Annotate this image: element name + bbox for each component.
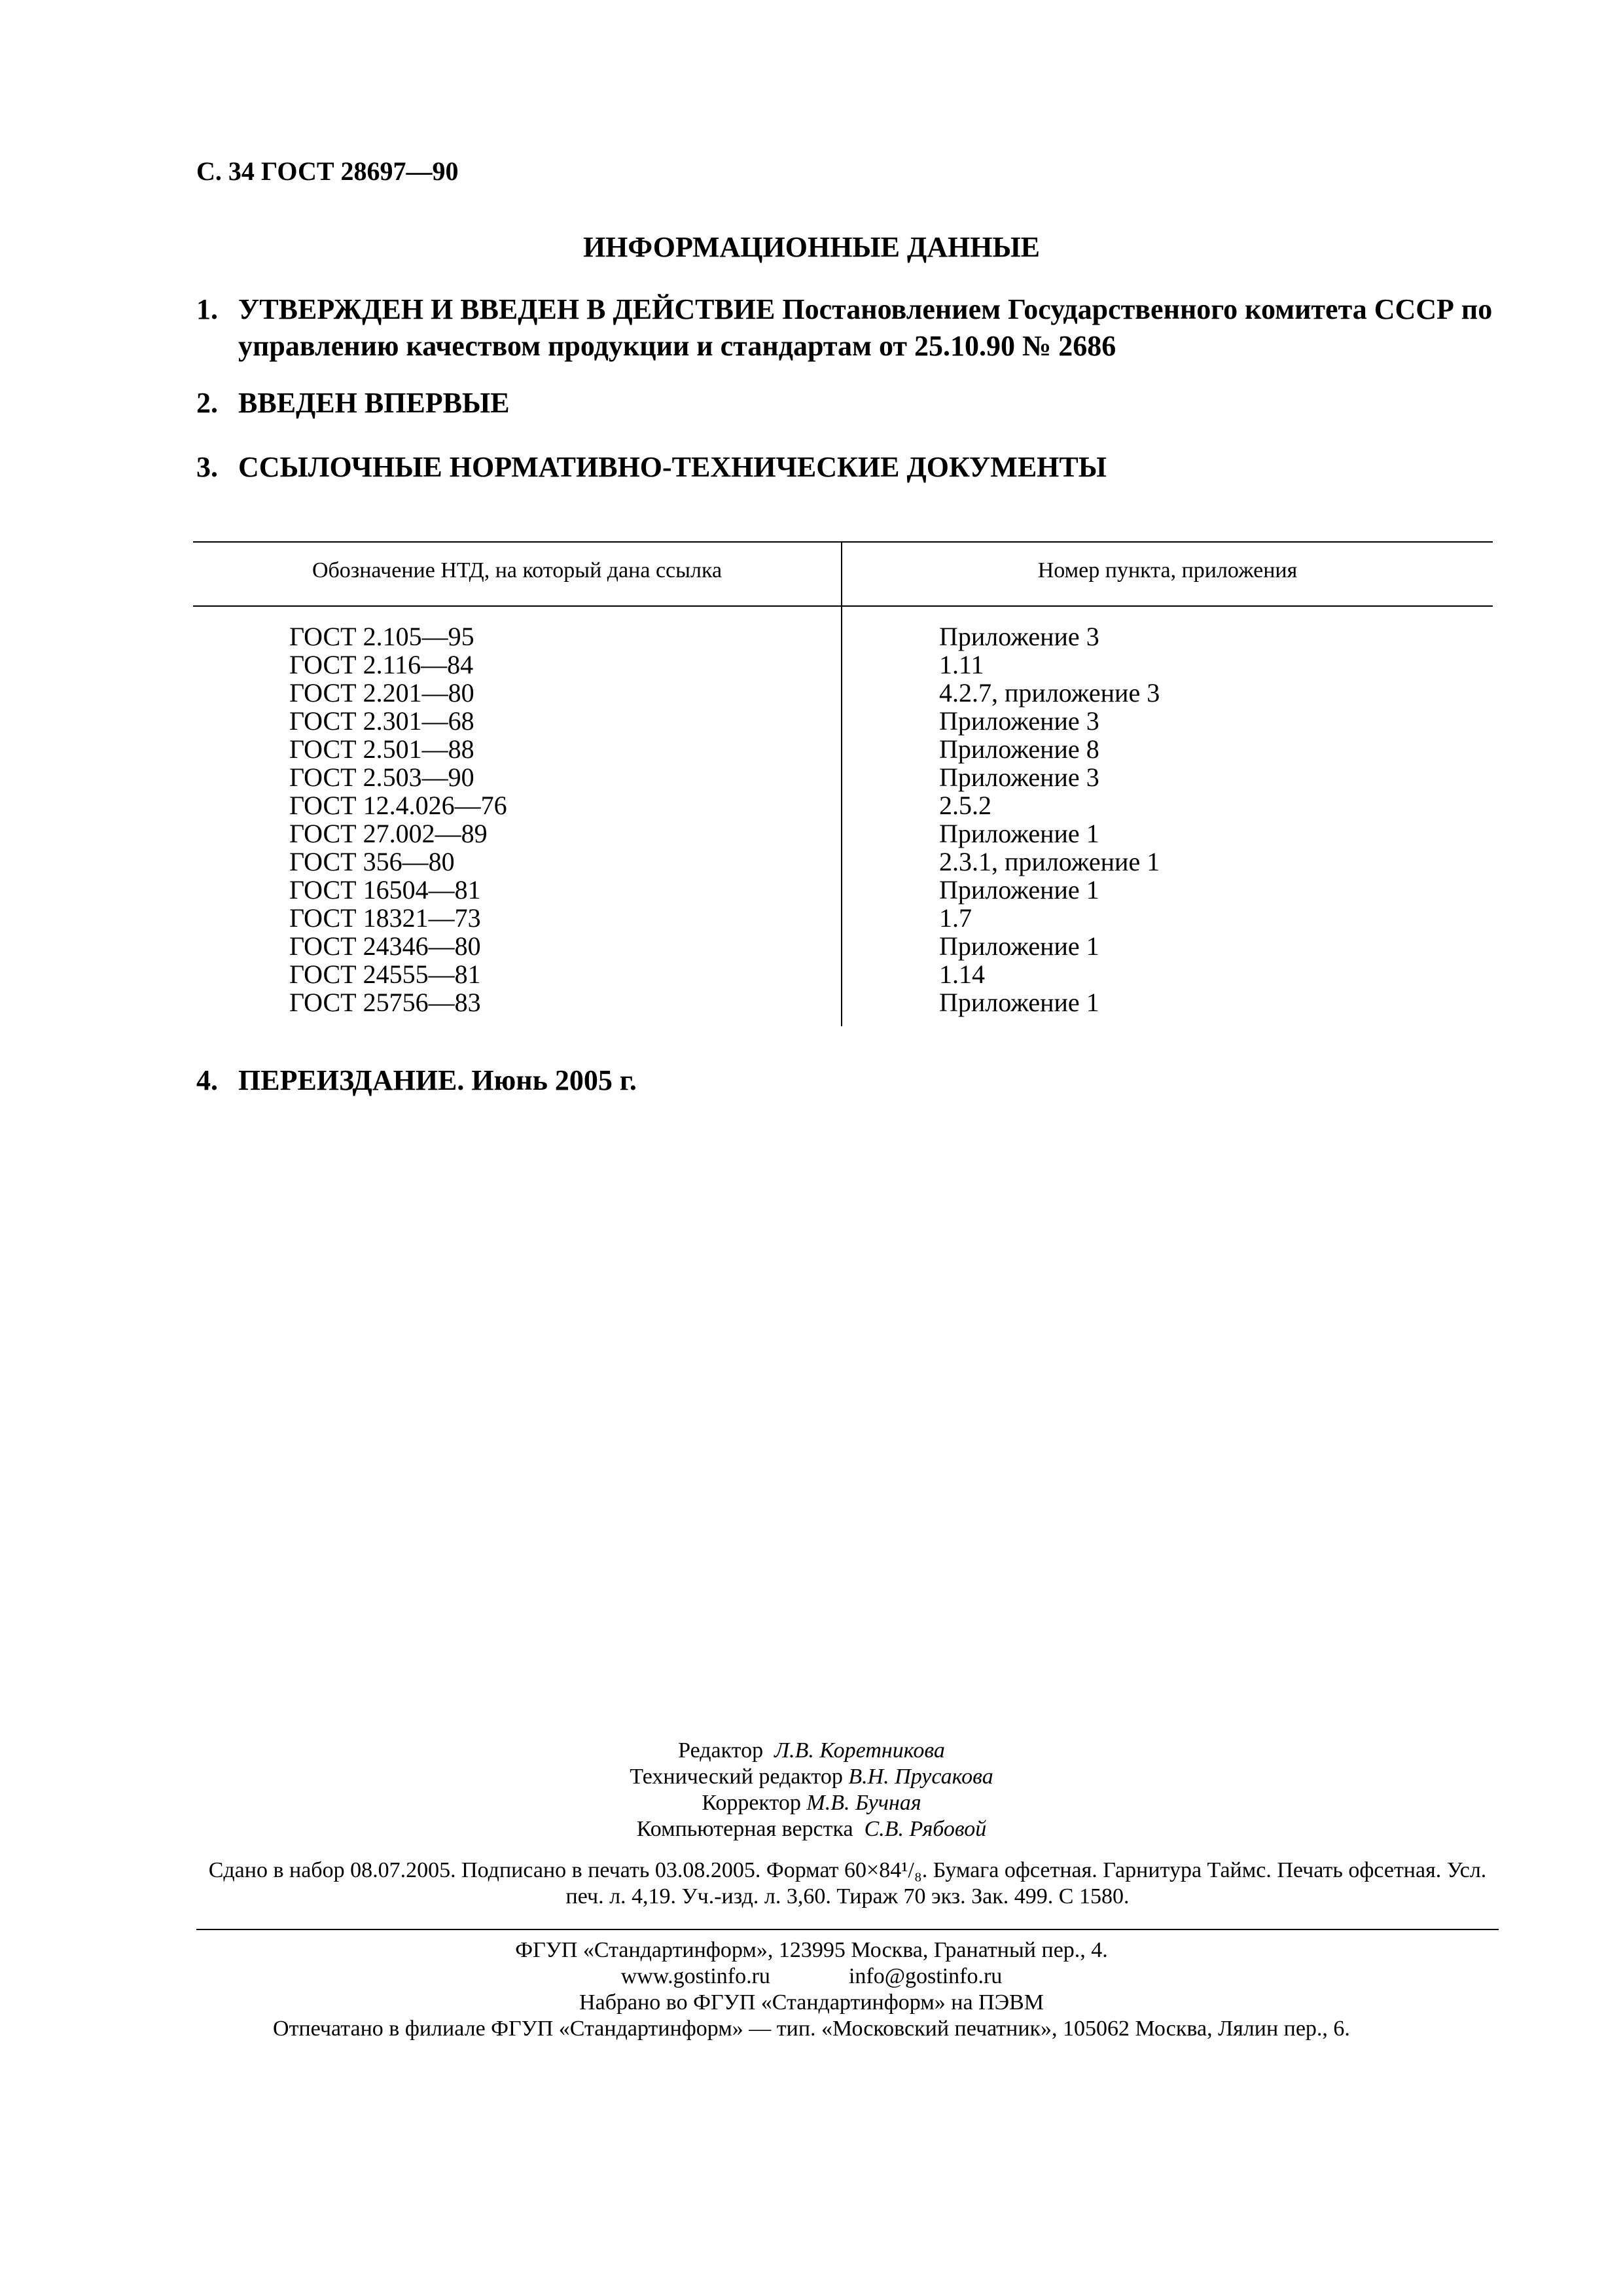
item-number: 4. xyxy=(196,1064,218,1096)
clause-cell: 4.2.7, приложение 3 xyxy=(939,678,1160,708)
publisher-address: ФГУП «Стандартинформ», 123995 Москва, Гранатный пер., 4. xyxy=(515,1938,1108,1962)
credit-role: Компьютерная верстка xyxy=(636,1817,853,1841)
clause-cell: Приложение 8 xyxy=(939,734,1099,764)
designation-cell: ГОСТ 27.002—89 xyxy=(289,819,488,848)
clause-cell: 1.11 xyxy=(939,650,984,679)
credit-role: Технический редактор xyxy=(630,1765,843,1789)
clause-cell: 2.3.1, приложение 1 xyxy=(939,847,1160,876)
publisher-printed: Отпечатано в филиале ФГУП «Стандартинформ» — тип. «Московский печатник», 105062 Москва, Лялин пер., 6. xyxy=(273,2017,1350,2041)
designation-cell: ГОСТ 2.301—68 xyxy=(289,706,474,736)
designation-cell: ГОСТ 2.116—84 xyxy=(289,650,474,679)
designation-cell: ГОСТ 16504—81 xyxy=(289,875,481,905)
clause-cell: 1.14 xyxy=(939,960,985,989)
designation-column xyxy=(289,622,507,1016)
clause-cell: Приложение 1 xyxy=(939,875,1099,905)
table-header-designation: Обозначение НТД, на который дана ссылка xyxy=(312,558,722,583)
item-reference-documents xyxy=(196,449,1499,486)
credit-line xyxy=(0,1816,1623,1842)
item-number: 3. xyxy=(196,451,218,483)
table-top-rule xyxy=(193,541,1493,543)
section-title: ИНФОРМАЦИОННЫЕ ДАННЫЕ xyxy=(582,231,1041,263)
clause-cell: Приложение 3 xyxy=(939,762,1099,792)
credit-person: Л.В. Коретникова xyxy=(774,1738,945,1763)
designation-cell: ГОСТ 2.501—88 xyxy=(289,734,474,764)
publisher-contacts xyxy=(0,1964,1623,1990)
footer-rule xyxy=(196,1929,1499,1930)
clause-cell: Приложение 1 xyxy=(939,931,1099,961)
clause-cell: Приложение 3 xyxy=(939,622,1099,651)
designation-cell: ГОСТ 2.105—95 xyxy=(289,622,474,651)
table-header-clause: Номер пункта, приложения xyxy=(1037,558,1298,583)
credit-role: Редактор xyxy=(678,1738,764,1763)
designation-cell: ГОСТ 24555—81 xyxy=(289,960,481,989)
item-lead: ПЕРЕИЗДАНИЕ. xyxy=(238,1064,465,1096)
item-approved xyxy=(196,291,1499,365)
clause-cell: Приложение 1 xyxy=(939,988,1099,1017)
item-first-introduced xyxy=(196,385,1499,422)
clause-cell: Приложение 1 xyxy=(939,819,1099,848)
credit-person: С.В. Рябовой xyxy=(864,1817,987,1841)
publisher-block xyxy=(0,1937,1623,2042)
item-lead: ВВЕДЕН ВПЕРВЫЕ xyxy=(238,387,510,419)
item-reissue xyxy=(196,1062,1499,1099)
item-text xyxy=(238,449,1499,486)
clause-column xyxy=(939,622,1160,1016)
designation-cell: ГОСТ 12.4.026—76 xyxy=(289,791,507,820)
designation-cell: ГОСТ 25756—83 xyxy=(289,988,481,1017)
item-lead: ССЫЛОЧНЫЕ НОРМАТИВНО-ТЕХНИЧЕСКИЕ ДОКУМЕНТЫ xyxy=(238,451,1107,483)
item-text xyxy=(238,1062,1499,1099)
item-number: 1. xyxy=(196,293,218,325)
clause-cell: 2.5.2 xyxy=(939,791,991,820)
clause-cell: 1.7 xyxy=(939,903,972,933)
designation-cell: ГОСТ 356—80 xyxy=(289,847,455,876)
credit-line xyxy=(0,1738,1623,1764)
credits-block xyxy=(0,1738,1623,1842)
designation-cell: ГОСТ 24346—80 xyxy=(289,931,481,961)
item-lead: УТВЕРЖДЕН И ВВЕДЕН В ДЕЙСТВИЕ xyxy=(238,293,776,325)
item-text xyxy=(238,291,1499,365)
item-body: Июнь 2005 г. xyxy=(464,1064,637,1096)
credit-person: В.Н. Прусакова xyxy=(848,1765,993,1789)
imprint-text: Сдано в набор 08.07.2005. Подписано в печать 03.08.2005. Формат 60×84¹/₈. Бумага офсетная. Гарнитура Таймс. Печать офсетная. Усл. печ. л. 4,19. Уч.-изд. л. 3,60. Тираж 70 экз. Зак. 499. С 1580. xyxy=(208,1858,1487,1909)
publisher-website: www.gostinfo.ru xyxy=(620,1964,770,1988)
credit-person: М.В. Бучная xyxy=(806,1791,921,1815)
publisher-email: info@gostinfo.ru xyxy=(848,1964,1003,1988)
clause-cell: Приложение 3 xyxy=(939,706,1099,736)
item-number: 2. xyxy=(196,387,218,419)
credit-role: Корректор xyxy=(702,1791,801,1815)
item-text xyxy=(238,385,1499,422)
designation-cell: ГОСТ 2.201—80 xyxy=(289,678,474,708)
item-body: Постановлением Государственного комитета СССР по управлению качеством продукции и стандартам от 25.10.90 № 2686 xyxy=(238,293,1493,362)
designation-cell: ГОСТ 2.503—90 xyxy=(289,762,474,792)
table-column-divider xyxy=(841,541,842,1026)
table-header-rule xyxy=(193,605,1493,607)
credit-line xyxy=(0,1790,1623,1816)
credit-line xyxy=(0,1764,1623,1790)
reference-table xyxy=(193,541,1493,1026)
designation-cell: ГОСТ 18321—73 xyxy=(289,903,481,933)
publisher-typeset: Набрано во ФГУП «Стандартинформ» на ПЭВМ xyxy=(579,1990,1044,2015)
page-header: С. 34 ГОСТ 28697—90 xyxy=(196,156,459,186)
